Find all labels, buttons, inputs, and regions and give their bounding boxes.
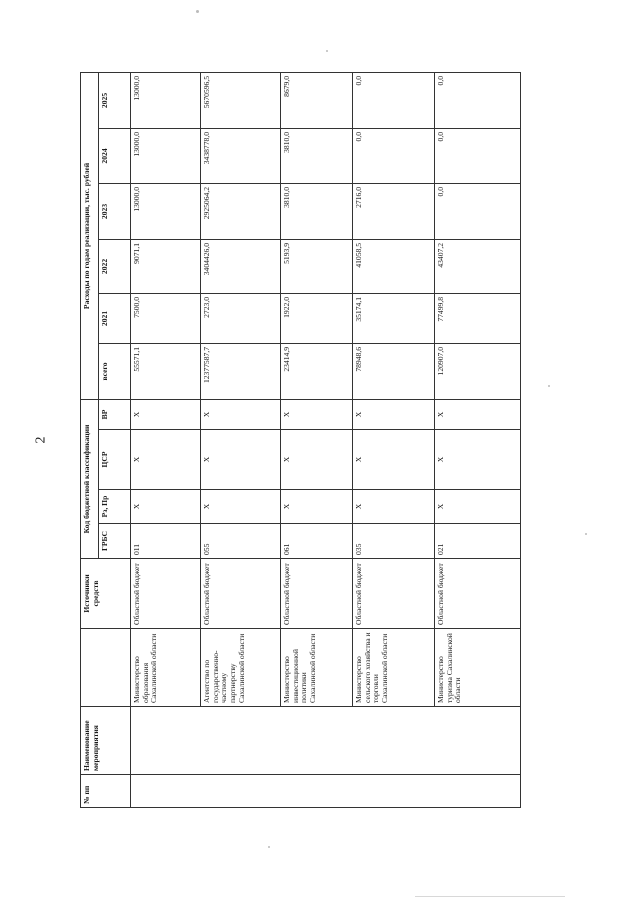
cell-vr: Х bbox=[435, 399, 521, 429]
cell-csr: Х bbox=[353, 430, 435, 490]
cell-grbs: 055 bbox=[201, 524, 281, 559]
header-2022: 2022 bbox=[99, 239, 131, 293]
cell-name bbox=[131, 707, 521, 775]
cell-2021: 2723,0 bbox=[201, 293, 281, 343]
header-2025: 2025 bbox=[99, 72, 131, 128]
cell-grbs: 061 bbox=[281, 524, 353, 559]
cell-2024: 0,0 bbox=[353, 128, 435, 183]
cell-vr: Х bbox=[131, 399, 201, 429]
cell-2025: 0,0 bbox=[353, 72, 435, 128]
scan-speck bbox=[585, 533, 587, 535]
budget-table bbox=[80, 72, 521, 808]
cell-total: 23414,9 bbox=[281, 343, 353, 399]
cell-executor: Министерство инвестиционной политики Сахалинской области bbox=[281, 629, 353, 707]
cell-rzpr: Х bbox=[435, 490, 521, 524]
cell-grbs: 035 bbox=[353, 524, 435, 559]
cell-source: Областной бюджет bbox=[353, 559, 435, 629]
table-row bbox=[201, 72, 281, 807]
header-vr: ВР bbox=[99, 399, 131, 429]
cell-2022: 3404426,0 bbox=[201, 239, 281, 293]
cell-grbs: 021 bbox=[435, 524, 521, 559]
cell-num bbox=[131, 775, 521, 808]
cell-2023: 2716,0 bbox=[353, 183, 435, 239]
cell-2024: 3810,0 bbox=[281, 128, 353, 183]
cell-2023: 0,0 bbox=[435, 183, 521, 239]
cell-source: Областной бюджет bbox=[435, 559, 521, 629]
cell-2023: 3810,0 bbox=[281, 183, 353, 239]
scan-speck bbox=[326, 50, 328, 52]
cell-vr: Х bbox=[353, 399, 435, 429]
cell-2021: 77499,8 bbox=[435, 293, 521, 343]
header-csr: ЦСР bbox=[99, 430, 131, 490]
cell-2024: 3438778,0 bbox=[201, 128, 281, 183]
cell-2024: 0,0 bbox=[435, 128, 521, 183]
cell-total: 78948,6 bbox=[353, 343, 435, 399]
cell-source: Областной бюджет bbox=[131, 559, 201, 629]
cell-executor: Министерство образования Сахалинской области bbox=[131, 629, 201, 707]
cell-2023: 13000,0 bbox=[131, 183, 201, 239]
cell-vr: Х bbox=[201, 399, 281, 429]
header-total: всего bbox=[99, 343, 131, 399]
scan-speck bbox=[268, 846, 270, 848]
table-row bbox=[353, 72, 435, 807]
cell-2022: 9071,1 bbox=[131, 239, 201, 293]
header-grbs: ГРБС bbox=[99, 524, 131, 559]
cell-2022: 41058,5 bbox=[353, 239, 435, 293]
cell-vr: Х bbox=[281, 399, 353, 429]
scan-speck bbox=[196, 10, 199, 13]
cell-2023: 2925064,2 bbox=[201, 183, 281, 239]
cell-2024: 13000,0 bbox=[131, 128, 201, 183]
header-num: № пп bbox=[81, 775, 131, 808]
cell-2025: 8679,0 bbox=[281, 72, 353, 128]
budget-table-rotated bbox=[80, 73, 520, 808]
table-row bbox=[281, 72, 353, 807]
cell-2021: 35174,1 bbox=[353, 293, 435, 343]
cell-2021: 1922,0 bbox=[281, 293, 353, 343]
header-2024: 2024 bbox=[99, 128, 131, 183]
scan-line bbox=[415, 896, 565, 897]
cell-csr: Х bbox=[201, 430, 281, 490]
header-rzpr: Рз, Пр bbox=[99, 490, 131, 524]
cell-2021: 7500,0 bbox=[131, 293, 201, 343]
cell-source: Областной бюджет bbox=[201, 559, 281, 629]
page-number: 2 bbox=[33, 436, 49, 444]
header-code-group: Код бюджетной классификации bbox=[81, 399, 99, 558]
cell-2025: 0,0 bbox=[435, 72, 521, 128]
header-2023: 2023 bbox=[99, 183, 131, 239]
scan-speck bbox=[548, 385, 550, 387]
header-name: Наименование мероприятия bbox=[81, 707, 131, 775]
cell-csr: Х bbox=[131, 430, 201, 490]
header-executor bbox=[81, 629, 131, 707]
header-expenses-group: Расходы по годам реализации, тыс. рублей bbox=[81, 72, 99, 399]
cell-total: 120907,0 bbox=[435, 343, 521, 399]
cell-csr: Х bbox=[435, 430, 521, 490]
header-source: Источники средств bbox=[81, 559, 131, 629]
cell-rzpr: Х bbox=[281, 490, 353, 524]
cell-csr: Х bbox=[281, 430, 353, 490]
cell-executor: Министерство сельского хозяйства и торговли Сахалинской области bbox=[353, 629, 435, 707]
cell-rzpr: Х bbox=[353, 490, 435, 524]
cell-2025: 5670596,5 bbox=[201, 72, 281, 128]
cell-2025: 13000,0 bbox=[131, 72, 201, 128]
cell-executor: Агентство по государственно-частному партнерству Сахалинской области bbox=[201, 629, 281, 707]
cell-source: Областной бюджет bbox=[281, 559, 353, 629]
cell-2022: 43407,2 bbox=[435, 239, 521, 293]
table-row bbox=[131, 72, 201, 807]
cell-grbs: 011 bbox=[131, 524, 201, 559]
cell-rzpr: Х bbox=[201, 490, 281, 524]
table-row bbox=[435, 72, 521, 807]
cell-2022: 5193,9 bbox=[281, 239, 353, 293]
cell-total: 55571,1 bbox=[131, 343, 201, 399]
header-2021: 2021 bbox=[99, 293, 131, 343]
cell-executor: Министерство туризма Сахалинской области bbox=[435, 629, 521, 707]
cell-rzpr: Х bbox=[131, 490, 201, 524]
cell-total: 12377587,7 bbox=[201, 343, 281, 399]
